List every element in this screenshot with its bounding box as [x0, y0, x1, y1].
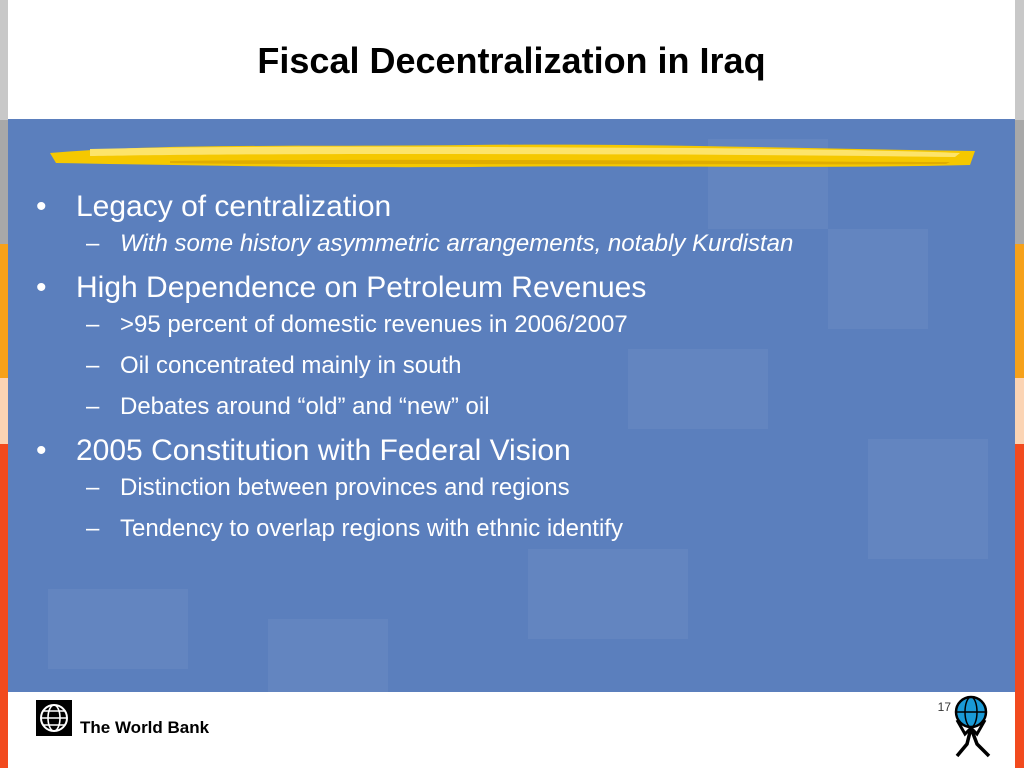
sub-bullet-text: With some history asymmetric arrangements, notably Kurdistan	[120, 230, 794, 257]
sub-bullet-mark: –	[86, 393, 100, 420]
background-tile	[268, 619, 388, 692]
sub-bullet-item	[76, 310, 995, 340]
sub-bullet-mark: –	[86, 352, 100, 379]
bullet-mark: •	[36, 190, 47, 223]
bullet-mark: •	[36, 271, 47, 304]
world-bank-globe-icon	[36, 700, 72, 736]
sub-bullet-mark: –	[86, 311, 100, 338]
sub-bullet-text: Distinction between provinces and regions	[120, 474, 570, 501]
sub-bullet-item	[76, 392, 995, 422]
sub-bullet-mark: –	[86, 474, 100, 501]
sub-bullet-item	[76, 473, 995, 503]
slide-title: Fiscal Decentralization in Iraq	[257, 40, 766, 81]
bullet-list	[28, 189, 995, 555]
sub-bullet-item	[76, 351, 995, 381]
bullet-text: High Dependence on Petroleum Revenues	[76, 271, 647, 304]
background-tile	[48, 589, 188, 669]
sub-bullet-mark: –	[86, 515, 100, 542]
page-number: 17	[937, 700, 951, 714]
yellow-brush-stroke	[50, 135, 975, 175]
organization-name: The World Bank	[80, 718, 210, 737]
sub-bullet-mark: –	[86, 230, 100, 257]
sub-bullet-list	[76, 473, 995, 544]
sub-bullet-text: >95 percent of domestic revenues in 2006/2007	[120, 311, 628, 338]
background-tile	[528, 549, 688, 639]
bullet-item	[28, 189, 995, 259]
sub-bullet-text: Oil concentrated mainly in south	[120, 352, 462, 379]
sub-bullet-item	[76, 514, 995, 544]
sub-bullet-list	[76, 310, 995, 422]
bullet-text: Legacy of centralization	[76, 190, 392, 223]
sub-bullet-list	[76, 229, 995, 259]
bullet-item	[28, 270, 995, 422]
sub-bullet-text: Tendency to overlap regions with ethnic identify	[120, 515, 623, 542]
sub-bullet-item	[76, 229, 995, 259]
bullet-mark: •	[36, 434, 47, 467]
content-panel	[8, 119, 1015, 692]
sub-bullet-text: Debates around “old” and “new” oil	[120, 393, 490, 420]
title-area	[8, 0, 1015, 119]
bullet-text: 2005 Constitution with Federal Vision	[76, 434, 571, 467]
bullet-item	[28, 433, 995, 544]
atlas-globe-figure-icon	[947, 694, 995, 758]
slide-footer	[8, 692, 1015, 768]
